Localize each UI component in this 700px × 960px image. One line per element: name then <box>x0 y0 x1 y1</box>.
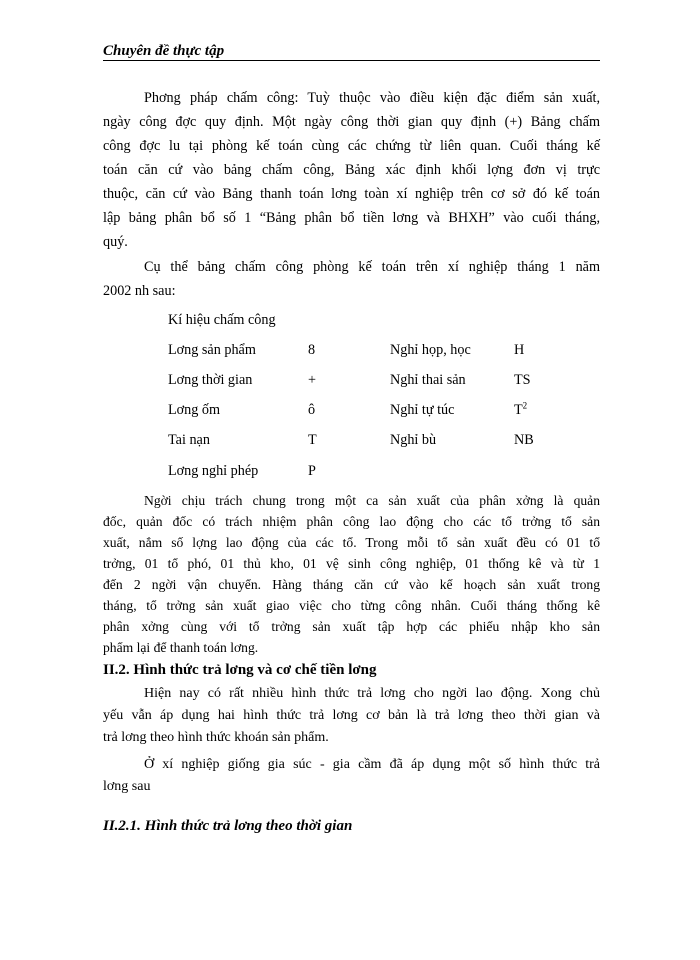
subsection-heading: II.2.1. Hình thức trả lơng theo thời gian <box>103 818 353 834</box>
paragraph-line: phân xởng cùng với tổ trởng sản xuất tập hợp các phiếu nhập kho sản <box>103 619 600 634</box>
paragraph-line: Ở xí nghiệp giống gia súc - gia cầm đã áp dụng một số hình thức trả <box>144 757 600 772</box>
symbol-label: Nghỉ tự túc <box>390 402 455 418</box>
paragraph-enterprise-forms <box>103 754 600 798</box>
symbol-label: Lơng nghỉ phép <box>168 463 259 479</box>
paragraph-line: Ngời chịu trách chung trong một ca sản xuất của phân xởng là quản <box>144 493 600 508</box>
symbol-row <box>168 463 568 483</box>
symbol-label: Nghỉ bù <box>390 432 437 448</box>
symbol-code: T <box>308 432 317 448</box>
paragraph-line: công đợc lu tại phòng kế toán cùng các chứng từ liên quan. Cuối tháng kế <box>103 138 600 154</box>
symbols-title: Kí hiệu chấm công <box>168 312 276 328</box>
symbol-row <box>168 432 568 452</box>
symbol-code: H <box>514 342 525 358</box>
symbol-code-superscript: 2 <box>522 400 528 411</box>
paragraph-line: Cụ thể bảng chấm công phòng kế toán trên xí nghiệp tháng 1 năm <box>144 259 600 275</box>
paragraph-line: Phơng pháp chấm công: Tuỳ thuộc vào điều kiện đặc điểm sản xuất, <box>144 90 600 106</box>
paragraph-responsibility <box>103 490 600 658</box>
paragraph-line: yếu vẫn áp dụng hai hình thức trả lơng cơ bản là trả lơng theo thời gian và <box>103 708 600 723</box>
paragraph-line: trởng, 01 tổ phó, 01 thủ kho, 01 vệ sinh công nghiệp, 01 thống kê và từ 1 <box>103 556 600 571</box>
paragraph-line: lập bảng phân bổ số 1 “Bảng phân bổ tiền lơng và BHXH” vào cuối tháng, <box>103 210 600 226</box>
running-header: Chuyên đề thực tập <box>103 43 225 59</box>
symbol-row <box>168 342 568 362</box>
paragraph-timekeeping-method <box>103 86 600 254</box>
paragraph-line: toán căn cứ vào bảng chấm công, Bảng xác định khối lợng đơn vị trực <box>103 162 600 178</box>
symbol-code: TS <box>514 372 531 388</box>
symbol-label: Lơng ốm <box>168 402 221 418</box>
paragraph-line: quý. <box>103 234 128 250</box>
symbol-label: Nghỉ họp, học <box>390 342 471 358</box>
paragraph-line: Hiện nay có rất nhiều hình thức trả lơng cho ngời lao động. Xong chủ <box>144 686 600 701</box>
section-heading: II.2. Hình thức trả lơng và cơ chế tiền lơng <box>103 662 377 678</box>
paragraph-line: lơng sau <box>103 779 151 794</box>
symbol-row <box>168 402 568 422</box>
paragraph-line: ngày công đợc quy định. Một ngày công thời gian quy định (+) Bảng chấm <box>103 114 600 130</box>
symbol-code: 8 <box>308 342 316 358</box>
paragraph-line: 2002 nh sau: <box>103 283 176 299</box>
paragraph-line: trả lơng theo hình thức khoán sản phẩm. <box>103 730 329 745</box>
symbol-code: ô <box>308 402 316 418</box>
paragraph-wage-forms <box>103 683 600 749</box>
symbol-code <box>514 402 527 419</box>
paragraph-line: xuất, nắm số lợng lao động của các tổ. Trong mỗi tổ sản xuất đều có 01 tổ <box>103 535 600 550</box>
symbol-code: P <box>308 463 316 479</box>
symbol-row <box>168 372 568 392</box>
header-rule <box>103 60 600 61</box>
paragraph-line: thuộc, căn cứ vào Bảng thanh toán lơng toàn xí nghiệp trên cơ sở đó kế toán <box>103 186 600 202</box>
paragraph-line: tháng, tổ trởng sản xuất giao việc cho từng công nhân. Cuối tháng thống kê <box>103 598 600 613</box>
symbol-label: Lơng thời gian <box>168 372 253 388</box>
symbol-label: Nghỉ thai sản <box>390 372 466 388</box>
paragraph-line: phẩm lại để thanh toán lơng. <box>103 640 259 655</box>
paragraph-line: đốc, quản đốc có trách nhiệm phân công lao động cho các tổ trởng tổ sản <box>103 514 600 529</box>
paragraph-example-intro <box>103 255 600 303</box>
symbol-label: Tai nạn <box>168 432 210 448</box>
symbol-code: NB <box>514 432 534 448</box>
paragraph-line: đến 2 ngời vận chuyển. Hàng tháng căn cứ vào kế hoạch sản xuất trong <box>103 577 600 592</box>
symbol-label: Lơng sản phẩm <box>168 342 256 358</box>
symbol-code-base: T <box>514 402 523 418</box>
symbol-code: + <box>308 372 317 388</box>
